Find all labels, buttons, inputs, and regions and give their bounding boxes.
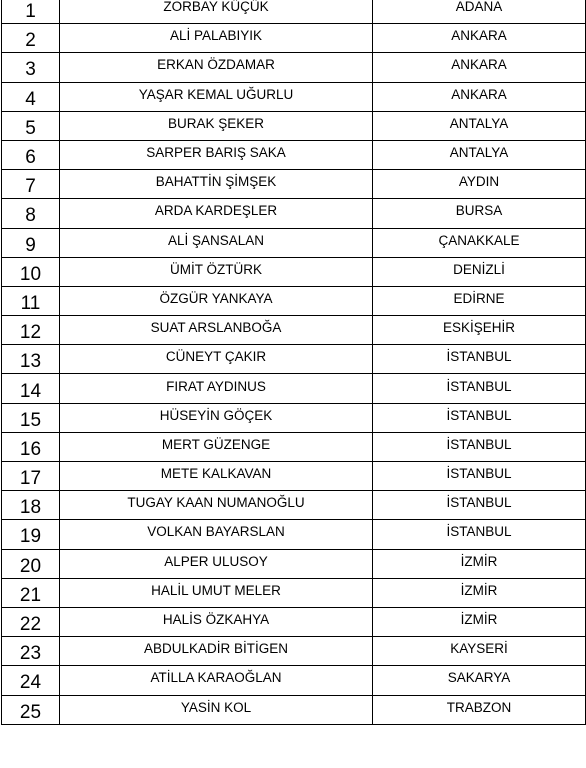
referee-city: ANKARA: [373, 53, 586, 82]
referee-name: YASİN KOL: [60, 695, 373, 724]
table-row: [2, 637, 586, 666]
referee-city: İSTANBUL: [373, 491, 586, 520]
table-row: [2, 462, 586, 491]
row-number: 3: [2, 53, 60, 82]
row-number: 19: [2, 520, 60, 549]
referee-city: ANTALYA: [373, 111, 586, 140]
row-number: 15: [2, 403, 60, 432]
referee-name: METE KALKAVAN: [60, 462, 373, 491]
referee-name: HÜSEYİN GÖÇEK: [60, 403, 373, 432]
referee-city: İSTANBUL: [373, 520, 586, 549]
row-number: 12: [2, 316, 60, 345]
row-number: 16: [2, 432, 60, 461]
table-row: [2, 491, 586, 520]
referee-city: ÇANAKKALE: [373, 228, 586, 257]
table-row: [2, 170, 586, 199]
table-row: [2, 82, 586, 111]
referee-city: SAKARYA: [373, 666, 586, 695]
table-row: [2, 257, 586, 286]
referee-name: YAŞAR KEMAL UĞURLU: [60, 82, 373, 111]
row-number: 13: [2, 345, 60, 374]
referee-name: ZORBAY KÜÇÜK: [60, 0, 373, 24]
referee-table-body: [2, 0, 586, 724]
row-number: 9: [2, 228, 60, 257]
referee-name: ABDULKADİR BİTİGEN: [60, 637, 373, 666]
referee-name: ERKAN ÖZDAMAR: [60, 53, 373, 82]
table-row: [2, 607, 586, 636]
table-row: [2, 432, 586, 461]
row-number: 21: [2, 578, 60, 607]
referee-name: BAHATTİN ŞİMŞEK: [60, 170, 373, 199]
row-number: 4: [2, 82, 60, 111]
table-row: [2, 578, 586, 607]
referee-name: SARPER BARIŞ SAKA: [60, 140, 373, 169]
referee-name: CÜNEYT ÇAKIR: [60, 345, 373, 374]
table-row: [2, 53, 586, 82]
referee-city: ESKİŞEHİR: [373, 316, 586, 345]
table-row: [2, 199, 586, 228]
table-row: [2, 549, 586, 578]
row-number: 22: [2, 607, 60, 636]
referee-name: ATİLLA KARAOĞLAN: [60, 666, 373, 695]
referee-city: İZMİR: [373, 607, 586, 636]
referee-name: FIRAT AYDINUS: [60, 374, 373, 403]
referee-name: ALİ PALABIYIK: [60, 24, 373, 53]
referee-city: İSTANBUL: [373, 462, 586, 491]
referee-city: DENİZLİ: [373, 257, 586, 286]
referee-name: ÜMİT ÖZTÜRK: [60, 257, 373, 286]
row-number: 23: [2, 637, 60, 666]
referee-city: ANKARA: [373, 24, 586, 53]
referee-city: İSTANBUL: [373, 403, 586, 432]
referee-city: ANTALYA: [373, 140, 586, 169]
row-number: 17: [2, 462, 60, 491]
table-row: [2, 286, 586, 315]
referee-table: [1, 0, 586, 725]
table-row: [2, 140, 586, 169]
table-row: [2, 24, 586, 53]
row-number: 20: [2, 549, 60, 578]
table-row: [2, 695, 586, 724]
referee-name: HALİL UMUT MELER: [60, 578, 373, 607]
table-row: [2, 111, 586, 140]
table-row: [2, 666, 586, 695]
row-number: 6: [2, 140, 60, 169]
referee-name: TUGAY KAAN NUMANOĞLU: [60, 491, 373, 520]
referee-name: ALİ ŞANSALAN: [60, 228, 373, 257]
row-number: 18: [2, 491, 60, 520]
referee-name: ALPER ULUSOY: [60, 549, 373, 578]
table-row: [2, 0, 586, 24]
referee-city: İZMİR: [373, 578, 586, 607]
referee-city: AYDIN: [373, 170, 586, 199]
referee-name: ARDA KARDEŞLER: [60, 199, 373, 228]
row-number: 24: [2, 666, 60, 695]
referee-name: VOLKAN BAYARSLAN: [60, 520, 373, 549]
referee-name: BURAK ŞEKER: [60, 111, 373, 140]
row-number: 14: [2, 374, 60, 403]
table-row: [2, 374, 586, 403]
row-number: 10: [2, 257, 60, 286]
row-number: 5: [2, 111, 60, 140]
referee-city: ADANA: [373, 0, 586, 24]
referee-city: EDİRNE: [373, 286, 586, 315]
row-number: 1: [2, 0, 60, 24]
row-number: 2: [2, 24, 60, 53]
row-number: 11: [2, 286, 60, 315]
row-number: 25: [2, 695, 60, 724]
referee-city: KAYSERİ: [373, 637, 586, 666]
referee-name: ÖZGÜR YANKAYA: [60, 286, 373, 315]
referee-name: HALİS ÖZKAHYA: [60, 607, 373, 636]
referee-city: İSTANBUL: [373, 432, 586, 461]
referee-city: TRABZON: [373, 695, 586, 724]
referee-city: İSTANBUL: [373, 345, 586, 374]
table-row: [2, 316, 586, 345]
referee-name: MERT GÜZENGE: [60, 432, 373, 461]
row-number: 8: [2, 199, 60, 228]
referee-city: İZMİR: [373, 549, 586, 578]
referee-city: BURSA: [373, 199, 586, 228]
referee-city: ANKARA: [373, 82, 586, 111]
table-row: [2, 520, 586, 549]
row-number: 7: [2, 170, 60, 199]
referee-city: İSTANBUL: [373, 374, 586, 403]
table-row: [2, 228, 586, 257]
referee-name: SUAT ARSLANBOĞA: [60, 316, 373, 345]
table-row: [2, 345, 586, 374]
table-row: [2, 403, 586, 432]
